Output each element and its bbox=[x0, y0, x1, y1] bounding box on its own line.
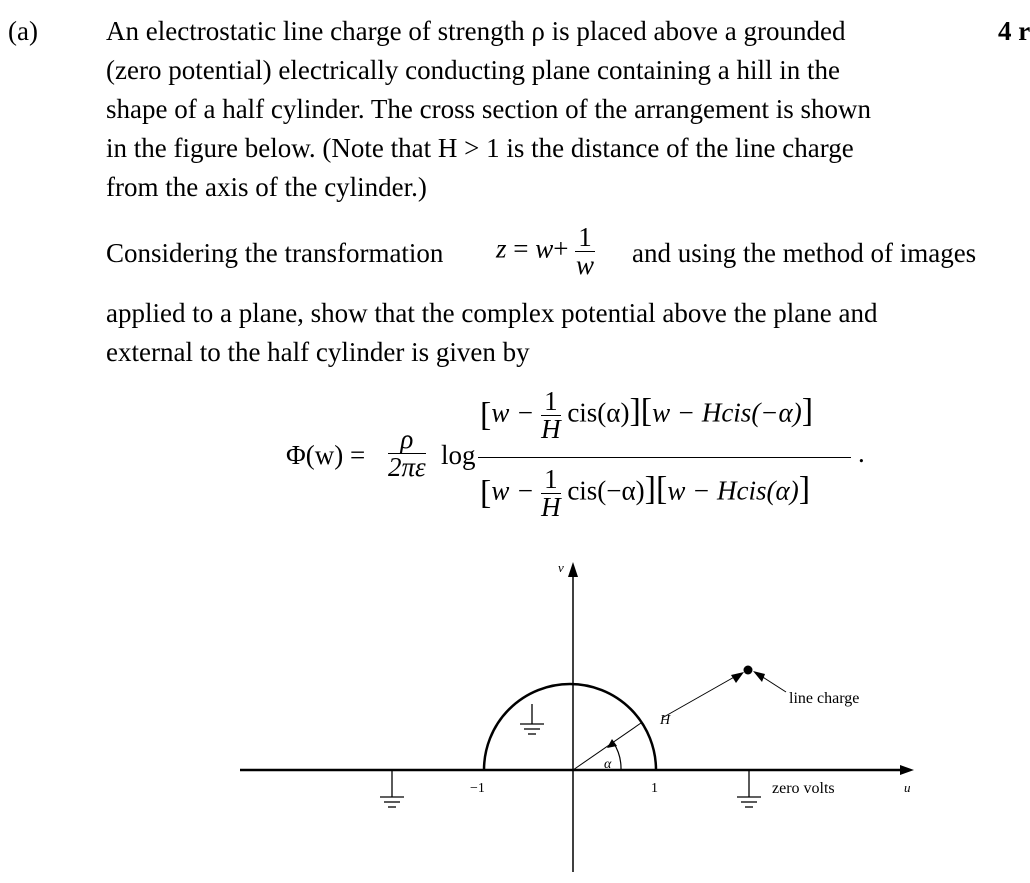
question-paragraph-2 bbox=[106, 294, 878, 372]
figure-diagram bbox=[0, 550, 1024, 883]
bracket-close: ] bbox=[798, 470, 811, 508]
u-axis-arrowhead bbox=[900, 765, 914, 775]
formula-log: log bbox=[441, 440, 476, 470]
main-fraction-bar bbox=[478, 457, 851, 458]
tick-label-one: 1 bbox=[651, 781, 658, 796]
coefficient-numerator: ρ bbox=[388, 426, 426, 454]
transformation-equation bbox=[496, 224, 595, 279]
line-charge-label: line charge bbox=[789, 690, 860, 707]
transform-fraction bbox=[575, 224, 595, 279]
bracket-close: ] bbox=[801, 392, 814, 430]
paragraph-line: from the axis of the cylinder.) bbox=[106, 172, 427, 202]
question-marks: 4 r bbox=[998, 16, 1030, 46]
u-axis-label: u bbox=[904, 780, 911, 795]
formula-lhs: Φ(w) = bbox=[286, 440, 366, 470]
h-arrowhead bbox=[731, 672, 744, 683]
paragraph-line: (zero potential) electrically conducting plane containing a hill in the bbox=[106, 55, 840, 85]
paragraph-line: in the figure below. (Note that H > 1 is the distance of the line charge bbox=[106, 133, 854, 163]
paragraph-line: external to the half cylinder is given by bbox=[106, 337, 530, 367]
transform-after: and using the method of images bbox=[632, 238, 977, 268]
transform-plus: + bbox=[553, 233, 569, 264]
fraction-denominator: w bbox=[575, 250, 594, 280]
h-label: H bbox=[660, 713, 671, 728]
ground-symbol-left bbox=[380, 770, 404, 807]
den-frac-numerator: 1 bbox=[541, 466, 561, 494]
paragraph-line: An electrostatic line charge of strength ρ is placed above a grounded bbox=[106, 16, 846, 46]
formula-denominator bbox=[480, 466, 810, 521]
bracket-open: [ bbox=[480, 474, 492, 512]
v-axis-label: v bbox=[558, 560, 564, 575]
numerator-term-b: w − Hcis(−α) bbox=[652, 397, 802, 428]
denominator-cis: cis(−α) bbox=[567, 475, 645, 506]
line-charge-pointer-head bbox=[753, 671, 765, 682]
numerator-cis: cis(α) bbox=[567, 397, 630, 428]
v-axis-arrowhead bbox=[568, 562, 578, 577]
line-charge-dot bbox=[744, 666, 753, 675]
numerator-term-a: w − bbox=[491, 397, 535, 428]
denominator-term-a: w − bbox=[491, 475, 535, 506]
formula-coefficient bbox=[388, 426, 426, 481]
paragraph-line: applied to a plane, show that the complex potential above the plane and bbox=[106, 298, 878, 328]
transform-eq: = bbox=[513, 233, 529, 264]
fraction-numerator: 1 bbox=[575, 224, 595, 252]
h-distance-line bbox=[662, 676, 736, 718]
ground-symbol-hill bbox=[520, 704, 544, 734]
question-label: (a) bbox=[8, 16, 38, 46]
ground-symbol-right bbox=[737, 770, 761, 807]
bracket-open: [ bbox=[480, 396, 492, 434]
num-frac-denominator: H bbox=[541, 414, 561, 444]
bracket-open: [ bbox=[656, 470, 668, 508]
transform-intro: Considering the transformation bbox=[106, 238, 444, 268]
formula-end-period: . bbox=[858, 438, 865, 468]
zero-volts-label: zero volts bbox=[772, 780, 835, 797]
bracket-open: [ bbox=[640, 392, 653, 430]
formula-numerator bbox=[480, 388, 813, 443]
half-cylinder-arc bbox=[484, 684, 656, 770]
num-frac-numerator: 1 bbox=[541, 388, 561, 416]
paragraph-line: shape of a half cylinder. The cross section of the arrangement is shown bbox=[106, 94, 872, 124]
bracket-close: ] bbox=[644, 470, 656, 508]
bracket-close: ] bbox=[629, 392, 641, 430]
tick-label-minus-one: −1 bbox=[470, 781, 485, 796]
question-paragraph-1 bbox=[106, 12, 871, 207]
coefficient-denominator: 2πε bbox=[388, 452, 426, 482]
transform-w: w bbox=[535, 233, 554, 264]
denominator-term-b: w − Hcis(α) bbox=[667, 475, 799, 506]
alpha-label: α bbox=[604, 757, 612, 772]
transform-z: z bbox=[496, 233, 507, 264]
den-frac-denominator: H bbox=[541, 492, 561, 522]
